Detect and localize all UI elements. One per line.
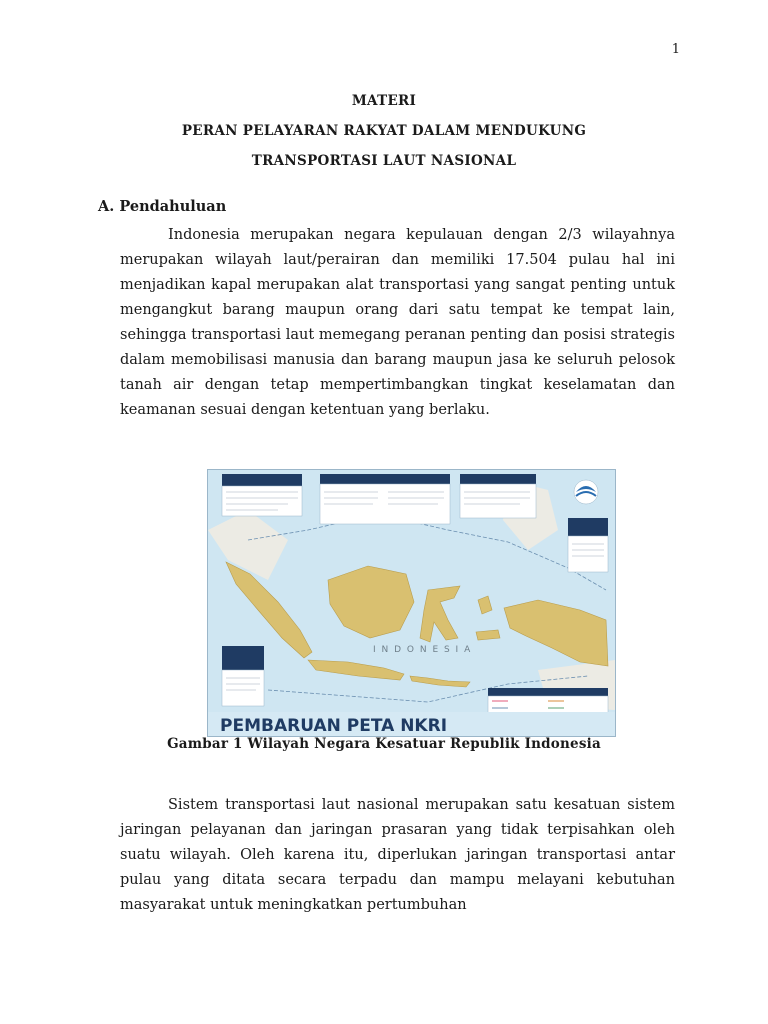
callout-singapura (222, 474, 302, 516)
callout-malaka (222, 646, 264, 706)
title-line-2: PERAN PELAYARAN RAKYAT DALAM MENDUKUNG (181, 123, 587, 139)
title-line-1: MATERI (351, 93, 417, 109)
paragraph-system: Sistem transportasi laut nasional merupakan satu kesatuan sistem jaringan pelayanan dan jaringan prasaran yang tidak terpisahkan oleh suatu wilayah. Oleh karena itu, diperlukan jaringan transportasi antar pulau yang ditata secara terpadu dan mampu melayani kebutuhan masyarakat untuk meningkatkan pertumbuhan (120, 797, 675, 913)
callout-palau (568, 518, 608, 572)
map-figure (207, 469, 616, 737)
map-legend (488, 688, 608, 714)
map-label: I N D O N E S I A (373, 645, 472, 655)
figure-caption: Gambar 1 Wilayah Negara Kesatuar Republik Indonesia (167, 736, 601, 752)
map-banner-title: PEMBARUAN PETA NKRI (220, 716, 448, 736)
kemaritiman-logo (574, 480, 598, 504)
page-number: 1 (671, 42, 680, 57)
section-heading-pendahuluan: A. Pendahuluan (98, 198, 227, 215)
callout-filipina (460, 474, 536, 518)
callout-natuna (320, 474, 450, 524)
indonesia-map-image (208, 470, 615, 736)
title-line-3: TRANSPORTASI LAUT NASIONAL (251, 153, 517, 169)
document-title (0, 86, 768, 176)
paragraph-intro: Indonesia merupakan negara kepulauan dengan 2/3 wilayahnya merupakan wilayah laut/perairan dan memiliki 17.504 pulau hal ini menjadikan kapal merupakan alat transportasi yang sangat penting untuk mengangkut barang maupun orang dari satu tempat ke tempat lain, sehingga transportasi laut memegang peranan penting dan posisi strategis dalam memobilisasi manusia dan barang maupun jasa ke seluruh pelosok tanah air dengan tetap mempertimbangkan tingkat keselamatan dan keamanan sesuai dengan ketentuan yang berlaku. (120, 227, 675, 418)
